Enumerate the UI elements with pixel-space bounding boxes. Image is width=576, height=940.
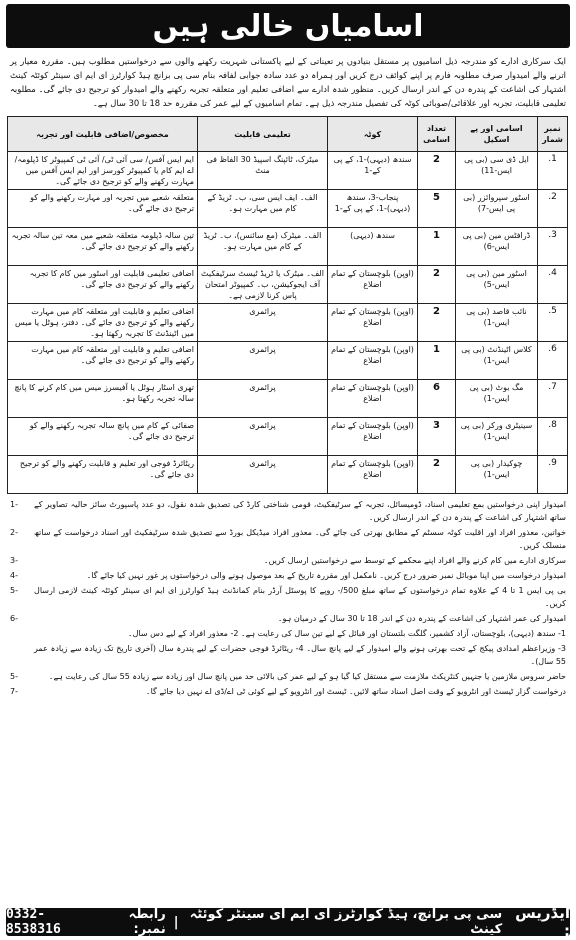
note-item	[10, 627, 566, 640]
serial-cell: 1.	[538, 152, 568, 190]
quota-cell: پنجاب-3، سندھ (دیہی)-1، کے پی کے-1	[328, 190, 418, 228]
count-cell: 2	[418, 304, 456, 342]
note-number: 5-	[10, 672, 18, 681]
post-cell: ایل ڈی سی (بی پی ایس-11)	[456, 152, 538, 190]
note-item	[10, 612, 566, 625]
serial-cell: 3.	[538, 228, 568, 266]
note-number: 6-	[10, 614, 18, 623]
quota-cell: (اوپن) بلوچستان کے تمام اضلاع	[328, 380, 418, 418]
experience-cell: تھری اسٹار ہوٹل یا آفیسرز میس میں کام کرنے کا پانچ سالہ تجربہ رکھتا ہو۔	[8, 380, 198, 418]
phone-number: 0332-8538316	[5, 907, 61, 937]
serial-cell: 2.	[538, 190, 568, 228]
post-cell: کلاس اٹینڈنٹ (بی پی ایس-1)	[456, 342, 538, 380]
address-footer	[5, 904, 570, 940]
intro-paragraph: ایک سرکاری ادارے کو مندرجہ ذیل اسامیوں پر مستقل بنیادوں پر تعیناتی کے لیے پاکستانی شہریت رکھنے والوں سے درخواستیں مطلوب ہیں۔ مقررہ معیار پر اترنے والے امیدوار صرف مطلوبہ فارم پر اپنے کوائف درج کریں اور ہمراہ دو عدد سادہ جوابی لفافہ بنام سی پی برانچ ہیڈ کوارٹرز ای ایم ای سینٹر کوئٹہ کینٹ اشتہار کی اشاعت کے پندرہ دن کے اندر ارسال کریں۔ منظور شدہ ادارے سے اضافی تعلیم اور متعلقہ تجربہ رکھنے والے امیدوار کو ترجیح دی جائے گی۔ مطلوبہ تعلیمی قابلیت، تجربہ اور علاقائی/صوبائی کوٹہ کی تفصیل مندرجہ ذیل ہے۔ تمام اسامیوں کے لیے عمر کی مقررہ حد 18 تا 30 سال ہے۔	[10, 56, 566, 108]
note-number: 3-	[10, 556, 18, 565]
note-text: بی پی ایس 1 تا 4 کے علاوہ تمام درخواستوں کے ساتھ مبلغ 500/- روپے کا پوسٹل آرڈر بنام کمانڈنٹ ہیڈ کوارٹرز ای ایم ای سینٹر کوئٹہ کینٹ لازمی ارسال کریں۔	[34, 586, 566, 608]
header-count: تعداد اسامی	[418, 117, 456, 152]
note-number: 5-	[10, 586, 18, 595]
qualification-cell: الف۔ میٹرک (مع سائنس)، ب۔ ٹریڈ کے کام میں مہارت ہو۔	[198, 228, 328, 266]
experience-cell: اضافی تعلیم و قابلیت اور متعلقہ کام میں مہارت رکھنے والے کو ترجیح دی جائے گی۔ دفتر، ہوٹل یا میس میں اٹینڈنٹ کا تجربہ رکھتا ہو۔	[8, 304, 198, 342]
note-number	[10, 642, 34, 668]
header-post: اسامی اور پے اسکیل	[456, 117, 538, 152]
serial-cell: 8.	[538, 418, 568, 456]
table-row	[8, 380, 568, 418]
banner-title: اسامیاں خالی ہیں	[152, 8, 424, 44]
vacancy-banner	[6, 4, 570, 48]
table-header-row	[8, 117, 568, 152]
notes-list	[10, 498, 566, 698]
note-text: امیدوار اپنی درخواستیں بمع تعلیمی اسناد، ڈومیسائل، تجربہ کے سرٹیفکیٹ، قومی شناختی کارڈ کی تصدیق شدہ نقول، دو عدد پاسپورٹ سائز حالیہ تصاویر کے ساتھ اشتہار کی اشاعت کے پندرہ دن کے اندر ارسال کریں۔	[34, 500, 566, 522]
experience-cell: تین سالہ ڈپلومہ متعلقہ شعبے میں معہ تین سالہ تجربہ رکھنے والے کو ترجیح دی جائے گی۔	[8, 228, 198, 266]
note-text: 3- وزیراعظم امدادی پیکج کے تحت بھرتی ہونے والے امیدوار کے لیے پانچ سال۔ 4- ریٹائرڈ فوجی حضرات کے لیے پندرہ سال (آخری تاریخ تک زیادہ سے زیادہ عمر 55 سال)۔	[34, 644, 566, 666]
serial-cell: 7.	[538, 380, 568, 418]
note-item	[10, 526, 566, 552]
count-cell: 6	[418, 380, 456, 418]
advertisement-page	[5, 4, 570, 940]
count-cell: 1	[418, 342, 456, 380]
header-quota: کوٹہ	[328, 117, 418, 152]
quota-cell: سندھ (دیہی)	[328, 228, 418, 266]
serial-cell: 6.	[538, 342, 568, 380]
note-item	[10, 584, 566, 610]
note-item	[10, 685, 566, 698]
qualification-cell: میٹرک، ٹائپنگ اسپیڈ 30 الفاظ فی منٹ	[198, 152, 328, 190]
post-cell: چوکیدار (بی پی ایس-1)	[456, 456, 538, 494]
note-number: 4-	[10, 571, 18, 580]
post-cell: اسٹور سپروائزر (بی پی ایس-7)	[456, 190, 538, 228]
experience-cell: اضافی تعلیم و قابلیت اور متعلقہ کام میں مہارت رکھنے والے کو ترجیح دی جائے گی۔	[8, 342, 198, 380]
note-number: 2-	[10, 528, 18, 537]
count-cell: 1	[418, 228, 456, 266]
address-label: ایڈریس :	[515, 904, 570, 940]
post-cell: نائب قاصد (بی پی ایس-1)	[456, 304, 538, 342]
note-number	[10, 627, 34, 640]
qualification-cell: الف۔ ایف ایس سی، ب۔ ٹریڈ کے کام میں مہارت ہو۔	[198, 190, 328, 228]
quota-cell: (اوپن) بلوچستان کے تمام اضلاع	[328, 456, 418, 494]
experience-cell: اضافی تعلیمی قابلیت اور اسٹور میں کام کا تجربہ رکھنے والے کو ترجیح دی جائے گی۔	[8, 266, 198, 304]
serial-cell: 4.	[538, 266, 568, 304]
note-item	[10, 569, 566, 582]
header-experience: مخصوص/اضافی قابلیت اور تجربہ	[8, 117, 198, 152]
qualification-cell: پرائمری	[198, 380, 328, 418]
header-qualification: تعلیمی قابلیت	[198, 117, 328, 152]
experience-cell: ریٹائرڈ فوجی اور تعلیم و قابلیت رکھنے والے کو ترجیح دی جائے گی۔	[8, 456, 198, 494]
qualification-cell: پرائمری	[198, 456, 328, 494]
note-text: درخواست گزار ٹیسٹ اور انٹرویو کے وقت اصل اسناد ساتھ لائیں۔ ٹیسٹ اور انٹرویو کے لیے کوئی ٹی اے/ڈی اے نہیں دیا جائے گا۔	[145, 687, 566, 696]
post-cell: مگ بوٹ (بی پی ایس-1)	[456, 380, 538, 418]
table-row	[8, 456, 568, 494]
note-number: 1-	[10, 500, 18, 509]
qualification-cell: الف۔ میٹرک یا ٹریڈ ٹیسٹ سرٹیفکیٹ آف ایجوکیشن، ب۔ کمپیوٹر امتحان پاس کرنا لازمی ہے۔	[198, 266, 328, 304]
table-row	[8, 304, 568, 342]
note-item	[10, 670, 566, 683]
table-row	[8, 266, 568, 304]
qualification-cell: پرائمری	[198, 418, 328, 456]
note-text: امیدوار درخواست میں اپنا موبائل نمبر ضرور درج کریں۔ نامکمل اور مقررہ تاریخ کے بعد موصول ہونے والی درخواستوں پر غور نہیں کیا جائے گا۔	[86, 571, 566, 580]
table-row	[8, 418, 568, 456]
note-text: حاضر سروس ملازمین یا جنہیں کنٹریکٹ ملازمت سے مستقل کیا گیا ہو کے لیے عمر کی بالائی حد میں پانچ سال اور زیادہ سے زیادہ 55 سال کی رعایت ہے۔	[48, 672, 566, 681]
post-cell: اسٹور مین (بی پی ایس-5)	[456, 266, 538, 304]
count-cell: 3	[418, 418, 456, 456]
note-item	[10, 642, 566, 668]
quota-cell: (اوپن) بلوچستان کے تمام اضلاع	[328, 342, 418, 380]
note-text: سرکاری ادارے میں کام کرنے والے افراد اپنے محکمے کے توسط سے درخواستیں ارسال کریں۔	[263, 556, 566, 565]
vacancy-table	[7, 116, 568, 494]
note-text: خواتین، معذور افراد اور اقلیت کوٹہ سسٹم کے مطابق بھرتی کی جائے گی۔ معذور افراد میڈیکل بورڈ سے تصدیق شدہ سرٹیفکیٹ اور اسناد درخواست کے ساتھ منسلک کریں۔	[34, 528, 566, 550]
experience-cell: متعلقہ شعبے میں تجربہ اور مہارت رکھنے والے کو ترجیح دی جائے گی۔	[8, 190, 198, 228]
table-row	[8, 342, 568, 380]
table-row	[8, 152, 568, 190]
note-item	[10, 554, 566, 567]
count-cell: 2	[418, 266, 456, 304]
quota-cell: (اوپن) بلوچستان کے تمام اضلاع	[328, 266, 418, 304]
note-item	[10, 498, 566, 524]
qualification-cell: پرائمری	[198, 304, 328, 342]
post-cell: سینیٹری ورکر (بی پی ایس-1)	[456, 418, 538, 456]
experience-cell: صفائی کے کام میں پانچ سالہ تجربہ رکھنے والے کو ترجیح دی جائے گی۔	[8, 418, 198, 456]
divider: |	[173, 914, 179, 930]
experience-cell: ایم ایس آفس/ سی آئی ٹی/ آئی ٹی کمپیوٹر کا ڈپلومہ/ اے ایم کام یا کمپیوٹر کورسز اور ایم ایس آفس میں مہارت رکھنے والے کو ترجیح دی جائے گی۔	[8, 152, 198, 190]
quota-cell: سندھ (دیہی)-1، کے پی کے-1	[328, 152, 418, 190]
note-number: 7-	[10, 687, 18, 696]
serial-cell: 9.	[538, 456, 568, 494]
note-text: 1- سندھ (دیہی)، بلوچستان، آزاد کشمیر، گلگت بلتستان اور قبائل کے لیے تین سال کی رعایت ہے۔ 2- معذور افراد کے لیے دس سال۔	[127, 629, 566, 638]
qualification-cell: پرائمری	[198, 342, 328, 380]
address-text: سی پی برانچ، ہیڈ کوارٹرز ای ایم ای سینٹر کوئٹہ کینٹ	[189, 907, 503, 937]
header-serial: نمبر شمار	[538, 117, 568, 152]
count-cell: 5	[418, 190, 456, 228]
quota-cell: (اوپن) بلوچستان کے تمام اضلاع	[328, 304, 418, 342]
serial-cell: 5.	[538, 304, 568, 342]
count-cell: 2	[418, 152, 456, 190]
contact-label: رابطہ نمبر:	[128, 907, 166, 937]
table-row	[8, 228, 568, 266]
post-cell: ڈرافٹس مین (بی پی ایس-6)	[456, 228, 538, 266]
table-row	[8, 190, 568, 228]
note-text: امیدوار کی عمر اشتہار کی اشاعت کے پندرہ دن کے اندر 18 تا 30 سال کے درمیان ہو۔	[277, 614, 566, 623]
quota-cell: (اوپن) بلوچستان کے تمام اضلاع	[328, 418, 418, 456]
count-cell: 2	[418, 456, 456, 494]
